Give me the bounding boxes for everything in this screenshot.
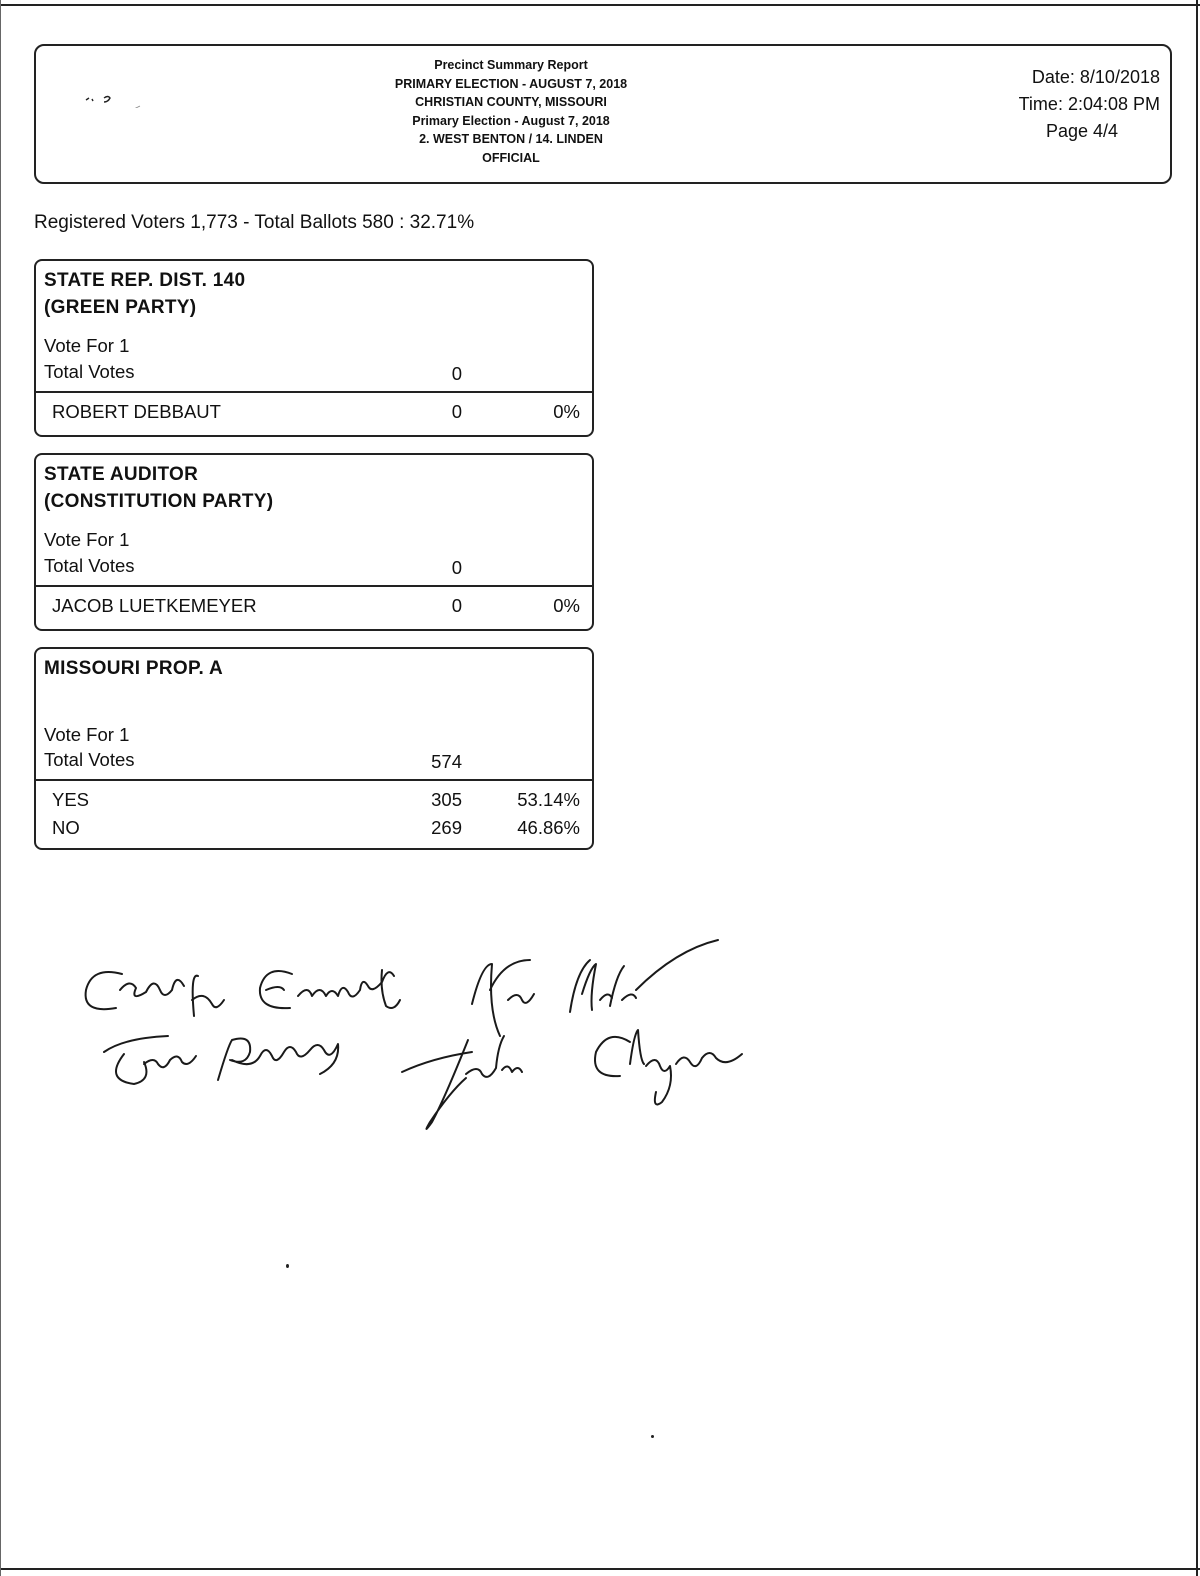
choice-name: YES	[52, 789, 90, 810]
contest-state-rep-dist-140	[34, 259, 594, 437]
contest-title: STATE AUDITOR (CONSTITUTION PARTY)	[44, 464, 274, 512]
election-subtitle: Primary Election - August 7, 2018	[412, 113, 610, 128]
total-votes-label: Total Votes	[44, 555, 135, 576]
scan-edge-right	[1196, 0, 1198, 1576]
county-name: CHRISTIAN COUNTY, MISSOURI	[415, 95, 607, 109]
candidate-row	[52, 401, 580, 425]
report-time: Time: 2:04:08 PM	[1018, 94, 1160, 114]
candidate-name: JACOB LUETKEMEYER	[52, 595, 257, 616]
election-name: PRIMARY ELECTION - AUGUST 7, 2018	[394, 76, 628, 91]
total-votes-value: 0	[451, 557, 462, 578]
registered-voters-summary: Registered Voters 1,773 - Total Ballots 580 : 32.71%	[34, 212, 475, 233]
contest-missouri-prop-a	[34, 647, 594, 850]
choice-percent: 46.86%	[517, 817, 580, 838]
divider	[36, 779, 592, 781]
choice-row-no	[52, 817, 580, 841]
divider	[36, 391, 592, 393]
total-votes-value: 0	[451, 363, 462, 384]
choice-row-yes	[52, 789, 580, 813]
vote-for-label: Vote For 1	[44, 335, 130, 356]
scan-speck	[286, 1264, 289, 1268]
page-number: Page 4/4	[1045, 121, 1118, 141]
scan-edge-bottom	[0, 1568, 1200, 1570]
candidate-votes: 0	[451, 595, 462, 616]
divider	[36, 585, 592, 587]
candidate-percent: 0%	[553, 595, 580, 616]
report-status: OFFICIAL	[482, 150, 540, 165]
choice-name: NO	[52, 817, 80, 838]
choice-votes: 305	[431, 789, 462, 810]
scan-edge-top	[0, 4, 1200, 6]
report-meta	[1019, 64, 1160, 145]
contest-title: MISSOURI PROP. A	[44, 658, 224, 679]
vote-for-label: Vote For 1	[44, 529, 130, 550]
handwritten-signatures	[70, 930, 790, 1140]
report-date: Date: 8/10/2018	[1031, 67, 1160, 87]
report-title-block	[346, 56, 676, 167]
precinct-name: 2. WEST BENTON / 14. LINDEN	[419, 132, 603, 146]
report-header	[34, 44, 1172, 184]
contest-title: STATE REP. DIST. 140 (GREEN PARTY)	[44, 270, 246, 318]
scan-edge-left	[0, 0, 1, 1576]
report-title: Precinct Summary Report	[434, 58, 588, 72]
candidate-row	[52, 595, 580, 619]
total-votes-value: 574	[431, 751, 462, 772]
contest-state-auditor	[34, 453, 594, 631]
candidate-percent: 0%	[553, 401, 580, 422]
choice-votes: 269	[431, 817, 462, 838]
total-votes-label: Total Votes	[44, 361, 135, 382]
candidate-name: ROBERT DEBBAUT	[52, 401, 221, 422]
scan-speck	[651, 1435, 654, 1438]
scan-specks	[56, 68, 166, 108]
candidate-votes: 0	[451, 401, 462, 422]
total-votes-label: Total Votes	[44, 749, 135, 770]
choice-percent: 53.14%	[517, 789, 580, 810]
vote-for-label: Vote For 1	[44, 724, 130, 745]
